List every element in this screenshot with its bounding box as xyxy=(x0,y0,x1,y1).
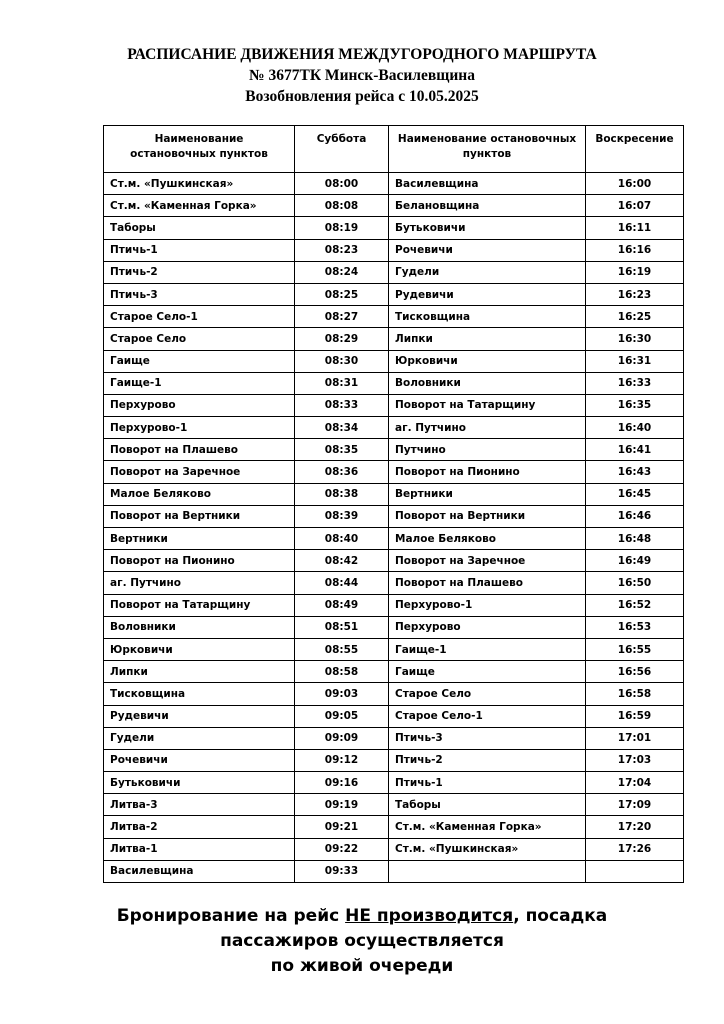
sunday-stop-name: Белановщина xyxy=(389,195,586,217)
saturday-time: 09:12 xyxy=(295,749,389,771)
saturday-stop-name: Старое Село-1 xyxy=(104,306,295,328)
sunday-stop-name: Таборы xyxy=(389,794,586,816)
sunday-time: 16:46 xyxy=(586,505,684,527)
saturday-stop-name: Поворот на Вертники xyxy=(104,505,295,527)
sunday-stop-name: Поворот на Татарщину xyxy=(389,394,586,416)
sunday-time: 16:49 xyxy=(586,550,684,572)
table-row xyxy=(104,372,684,394)
sunday-time: 17:03 xyxy=(586,749,684,771)
table-row xyxy=(104,705,684,727)
saturday-stop-name: Гудели xyxy=(104,727,295,749)
sunday-stop-name: Рудевичи xyxy=(389,283,586,305)
document-title xyxy=(0,44,724,107)
schedule-body xyxy=(104,173,684,883)
sunday-stop-name: Вертники xyxy=(389,483,586,505)
saturday-stop-name: Бутьковичи xyxy=(104,772,295,794)
sunday-stop-name: Липки xyxy=(389,328,586,350)
sunday-time: 16:00 xyxy=(586,173,684,195)
saturday-time: 09:21 xyxy=(295,816,389,838)
sunday-time: 16:53 xyxy=(586,616,684,638)
sunday-time: 16:52 xyxy=(586,594,684,616)
schedule-table xyxy=(103,125,684,883)
saturday-stop-name: Литва-2 xyxy=(104,816,295,838)
sunday-time: 16:25 xyxy=(586,306,684,328)
saturday-stop-name: Рочевичи xyxy=(104,749,295,771)
table-row xyxy=(104,860,684,882)
saturday-time: 08:19 xyxy=(295,217,389,239)
table-row xyxy=(104,461,684,483)
sunday-time: 16:30 xyxy=(586,328,684,350)
saturday-stop-name: Старое Село xyxy=(104,328,295,350)
sunday-time: 17:01 xyxy=(586,727,684,749)
sunday-stop-name: Путчино xyxy=(389,439,586,461)
table-row xyxy=(104,328,684,350)
sunday-stop-name: Василевщина xyxy=(389,173,586,195)
header-stops-left: Наименование остановочных пунктов xyxy=(104,126,295,173)
saturday-time: 08:31 xyxy=(295,372,389,394)
sunday-time: 17:09 xyxy=(586,794,684,816)
table-row xyxy=(104,572,684,594)
table-header-row xyxy=(104,126,684,173)
sunday-time: 16:31 xyxy=(586,350,684,372)
table-row xyxy=(104,528,684,550)
saturday-stop-name: Поворот на Пионино xyxy=(104,550,295,572)
saturday-time: 09:09 xyxy=(295,727,389,749)
saturday-stop-name: аг. Путчино xyxy=(104,572,295,594)
title-resume-date: Возобновления рейса с 10.05.2025 xyxy=(245,88,479,105)
sunday-time: 16:45 xyxy=(586,483,684,505)
sunday-stop-name: Гудели xyxy=(389,261,586,283)
sunday-stop-name: Птичь-3 xyxy=(389,727,586,749)
saturday-stop-name: Поворот на Плашево xyxy=(104,439,295,461)
saturday-stop-name: Поворот на Татарщину xyxy=(104,594,295,616)
sunday-time: 17:04 xyxy=(586,772,684,794)
table-row xyxy=(104,306,684,328)
saturday-stop-name: Тисковщина xyxy=(104,683,295,705)
table-row xyxy=(104,594,684,616)
sunday-stop-name: Поворот на Пионино xyxy=(389,461,586,483)
table-row xyxy=(104,283,684,305)
saturday-stop-name: Литва-1 xyxy=(104,838,295,860)
table-row xyxy=(104,217,684,239)
saturday-time: 09:16 xyxy=(295,772,389,794)
saturday-stop-name: Литва-3 xyxy=(104,794,295,816)
saturday-stop-name: Гаище-1 xyxy=(104,372,295,394)
table-row xyxy=(104,550,684,572)
sunday-stop-name xyxy=(389,860,586,882)
saturday-time: 08:40 xyxy=(295,528,389,550)
sunday-time: 16:48 xyxy=(586,528,684,550)
saturday-time: 09:03 xyxy=(295,683,389,705)
saturday-time: 08:35 xyxy=(295,439,389,461)
table-row xyxy=(104,816,684,838)
sunday-stop-name: Гаище xyxy=(389,661,586,683)
saturday-stop-name: Василевщина xyxy=(104,860,295,882)
sunday-time: 16:11 xyxy=(586,217,684,239)
saturday-stop-name: Ст.м. «Каменная Горка» xyxy=(104,195,295,217)
sunday-time: 16:50 xyxy=(586,572,684,594)
sunday-stop-name: Старое Село xyxy=(389,683,586,705)
saturday-time: 08:34 xyxy=(295,417,389,439)
saturday-stop-name: Птичь-2 xyxy=(104,261,295,283)
sunday-stop-name: Птичь-2 xyxy=(389,749,586,771)
saturday-time: 08:42 xyxy=(295,550,389,572)
table-row xyxy=(104,749,684,771)
sunday-time: 16:55 xyxy=(586,638,684,660)
saturday-time: 08:38 xyxy=(295,483,389,505)
table-row xyxy=(104,638,684,660)
sunday-stop-name: аг. Путчино xyxy=(389,417,586,439)
saturday-time: 08:58 xyxy=(295,661,389,683)
sunday-stop-name: Старое Село-1 xyxy=(389,705,586,727)
saturday-stop-name: Поворот на Заречное xyxy=(104,461,295,483)
sunday-time: 16:35 xyxy=(586,394,684,416)
notice-line-3: по живой очереди xyxy=(270,956,454,976)
saturday-time: 08:24 xyxy=(295,261,389,283)
saturday-stop-name: Ст.м. «Пушкинская» xyxy=(104,173,295,195)
saturday-time: 09:22 xyxy=(295,838,389,860)
header-saturday: Суббота xyxy=(295,126,389,173)
sunday-time: 17:20 xyxy=(586,816,684,838)
notice-text-end: , посадка xyxy=(513,906,608,926)
sunday-time: 16:16 xyxy=(586,239,684,261)
header-stops-right: Наименование остановочных пунктов xyxy=(389,126,586,173)
saturday-stop-name: Рудевичи xyxy=(104,705,295,727)
sunday-stop-name: Ст.м. «Пушкинская» xyxy=(389,838,586,860)
sunday-time: 16:41 xyxy=(586,439,684,461)
saturday-stop-name: Гаище xyxy=(104,350,295,372)
sunday-time: 16:56 xyxy=(586,661,684,683)
table-row xyxy=(104,483,684,505)
sunday-stop-name: Малое Беляково xyxy=(389,528,586,550)
saturday-time: 08:33 xyxy=(295,394,389,416)
notice-emphasis: НЕ производится xyxy=(345,906,514,926)
saturday-stop-name: Вертники xyxy=(104,528,295,550)
sunday-stop-name: Бутьковичи xyxy=(389,217,586,239)
table-row xyxy=(104,350,684,372)
table-row xyxy=(104,616,684,638)
saturday-time: 08:25 xyxy=(295,283,389,305)
table-row xyxy=(104,683,684,705)
table-row xyxy=(104,173,684,195)
saturday-time: 08:49 xyxy=(295,594,389,616)
header-sunday: Воскресение xyxy=(586,126,684,173)
saturday-time: 08:08 xyxy=(295,195,389,217)
sunday-time: 16:59 xyxy=(586,705,684,727)
notice-line-1 xyxy=(0,904,724,929)
sunday-stop-name: Поворот на Заречное xyxy=(389,550,586,572)
title-route-number: № 3677ТК Минск-Василевщина xyxy=(249,67,475,84)
saturday-time: 08:39 xyxy=(295,505,389,527)
saturday-time: 08:51 xyxy=(295,616,389,638)
table-row xyxy=(104,505,684,527)
saturday-time: 09:19 xyxy=(295,794,389,816)
saturday-stop-name: Воловники xyxy=(104,616,295,638)
table-row xyxy=(104,794,684,816)
sunday-time: 17:26 xyxy=(586,838,684,860)
saturday-time: 08:27 xyxy=(295,306,389,328)
saturday-time: 08:23 xyxy=(295,239,389,261)
saturday-time: 08:55 xyxy=(295,638,389,660)
saturday-stop-name: Птичь-1 xyxy=(104,239,295,261)
table-row xyxy=(104,727,684,749)
saturday-time: 08:44 xyxy=(295,572,389,594)
table-row xyxy=(104,439,684,461)
table-row xyxy=(104,239,684,261)
saturday-stop-name: Малое Беляково xyxy=(104,483,295,505)
saturday-time: 09:05 xyxy=(295,705,389,727)
saturday-time: 08:30 xyxy=(295,350,389,372)
sunday-stop-name: Поворот на Плашево xyxy=(389,572,586,594)
notice-line-2: пассажиров осуществляется xyxy=(220,931,504,951)
table-row xyxy=(104,661,684,683)
sunday-stop-name: Воловники xyxy=(389,372,586,394)
sunday-time: 16:40 xyxy=(586,417,684,439)
saturday-stop-name: Юрковичи xyxy=(104,638,295,660)
table-row xyxy=(104,838,684,860)
sunday-stop-name: Перхурово-1 xyxy=(389,594,586,616)
saturday-stop-name: Птичь-3 xyxy=(104,283,295,305)
saturday-stop-name: Таборы xyxy=(104,217,295,239)
notice-text-start: Бронирование на рейс xyxy=(116,906,346,926)
sunday-stop-name: Ст.м. «Каменная Горка» xyxy=(389,816,586,838)
saturday-stop-name: Липки xyxy=(104,661,295,683)
sunday-time: 16:19 xyxy=(586,261,684,283)
sunday-time: 16:43 xyxy=(586,461,684,483)
saturday-stop-name: Перхурово xyxy=(104,394,295,416)
saturday-stop-name: Перхурово-1 xyxy=(104,417,295,439)
sunday-time: 16:07 xyxy=(586,195,684,217)
table-row xyxy=(104,417,684,439)
sunday-stop-name: Птичь-1 xyxy=(389,772,586,794)
sunday-stop-name: Рочевичи xyxy=(389,239,586,261)
sunday-stop-name: Перхурово xyxy=(389,616,586,638)
sunday-stop-name: Поворот на Вертники xyxy=(389,505,586,527)
sunday-stop-name: Юрковичи xyxy=(389,350,586,372)
sunday-time: 16:33 xyxy=(586,372,684,394)
table-row xyxy=(104,772,684,794)
booking-notice xyxy=(0,904,724,979)
saturday-time: 08:29 xyxy=(295,328,389,350)
title-line-1: РАСПИСАНИЕ ДВИЖЕНИЯ МЕЖДУГОРОДНОГО МАРШРУТА xyxy=(127,46,597,63)
sunday-time: 16:58 xyxy=(586,683,684,705)
sunday-time xyxy=(586,860,684,882)
saturday-time: 08:36 xyxy=(295,461,389,483)
table-row xyxy=(104,261,684,283)
sunday-stop-name: Тисковщина xyxy=(389,306,586,328)
saturday-time: 08:00 xyxy=(295,173,389,195)
saturday-time: 09:33 xyxy=(295,860,389,882)
table-row xyxy=(104,195,684,217)
sunday-time: 16:23 xyxy=(586,283,684,305)
sunday-stop-name: Гаище-1 xyxy=(389,638,586,660)
table-row xyxy=(104,394,684,416)
